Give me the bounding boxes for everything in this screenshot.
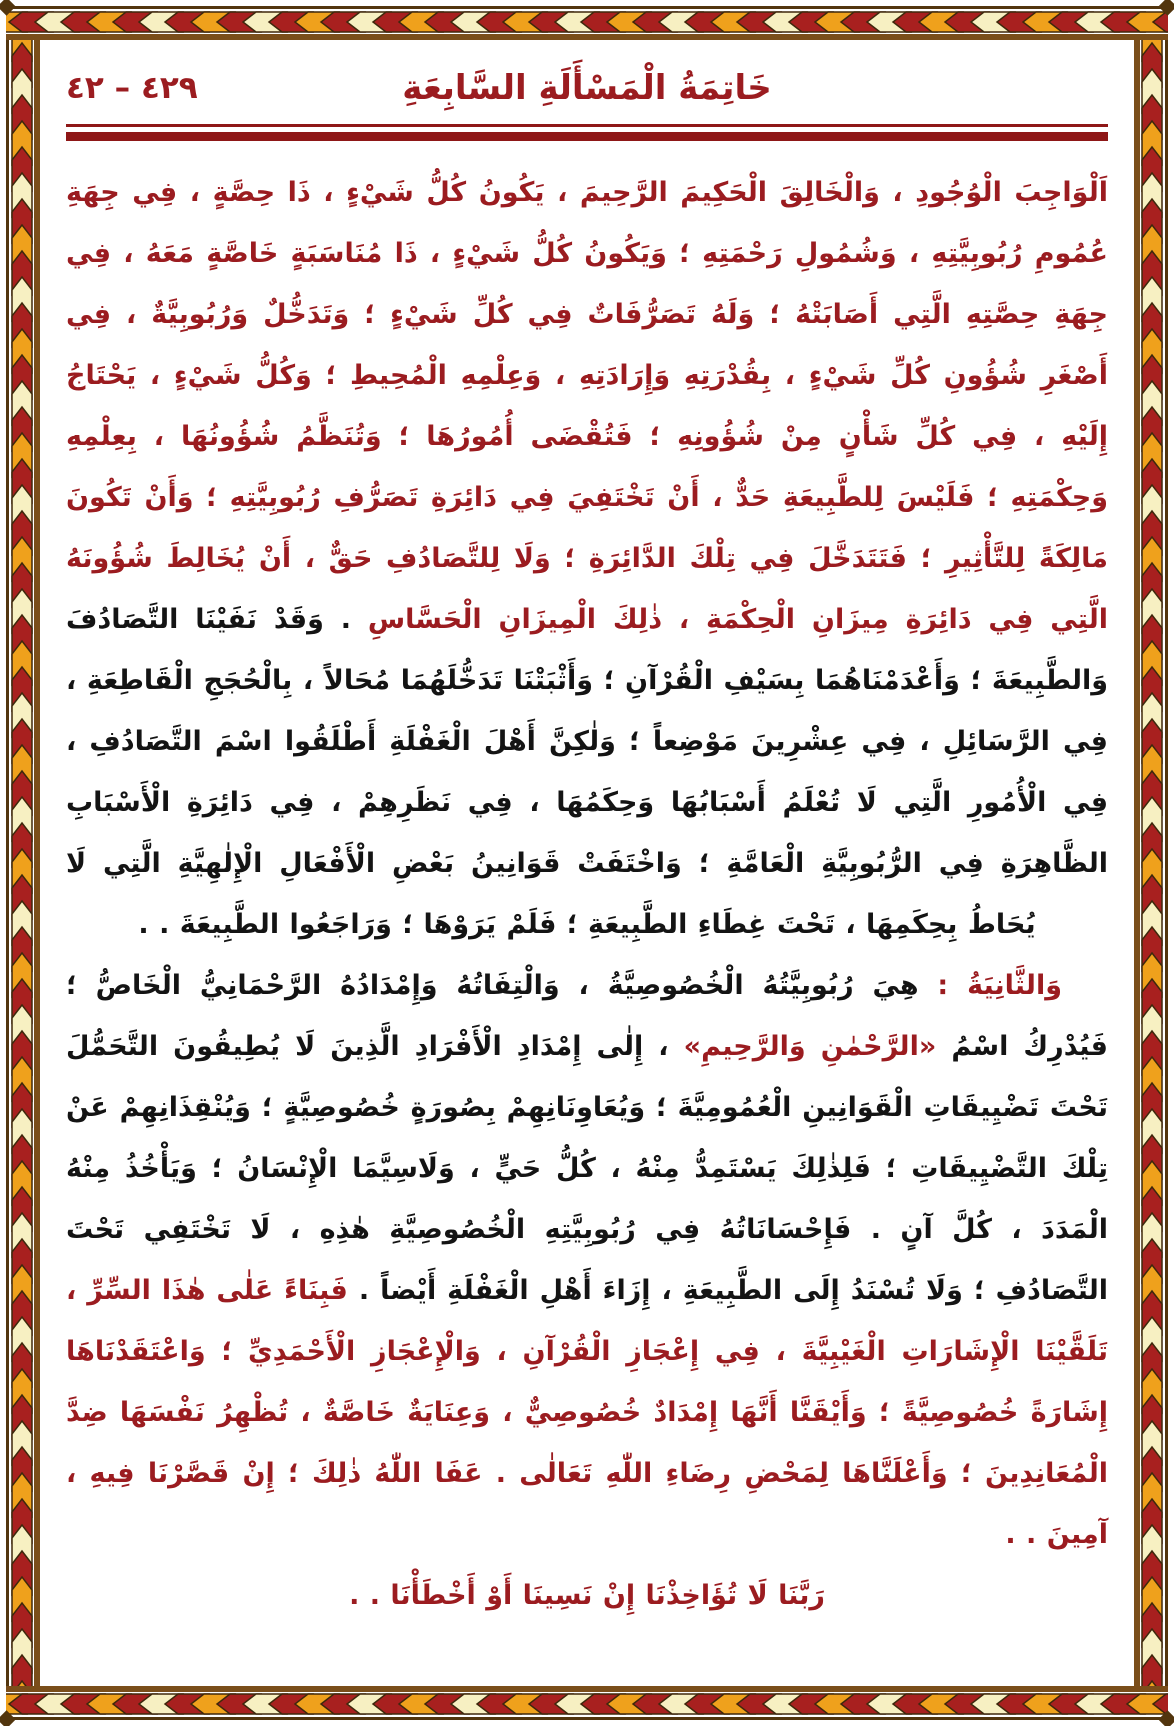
page-number: ٤٢٩ – ٤٢ — [66, 70, 198, 106]
page-content — [40, 36, 1134, 1686]
text-segment: فَبِنَاءً عَلٰى هٰذَا السِّرِّ ، تَلَقَّيْنَا الْإِشَارَاتِ الْغَيْبِيَّةَ ، فِي إِعْجَازِ الْقُرْآنِ ، وَالْإِعْجَازِ الْأَحْمَدِيِّ ؛ وَاعْتَقَدْنَاهَا إِشَارَةً خُصُوصِيَّةً ؛ وَأَيْقَنَّا أَنَّهَا إِمْدَادٌ خُصُوصِيٌّ ، وَعِنَايَةٌ خَاصَّةٌ ، تُظْهِرُ نَفْسَهَا ضِدَّ الْمُعَانِدِينَ ؛ وَأَعْلَنَّاهَا لِمَحْضِ رِضَاءِ اللّٰهِ تَعَالٰى . عَفَا اللّٰهُ ذٰلِكَ ؛ إِنْ قَصَّرْنَا فِيهِ ، آمِينَ . . — [66, 1275, 1108, 1550]
page-title: خَاتِمَةُ الْمَسْأَلَةِ السَّابِعَةِ — [402, 68, 772, 108]
text-segment: ، إِلٰى إِمْدَادِ الْأَفْرَادِ الَّذِينَ لَا يُطِيقُونَ التَّحَمُّلَ تَحْتَ تَضْيِيقَاتِ الْقَوَانِينِ الْعُمُومِيَّةَ ؛ وَيُعَاوِنَانِهِمْ بِصُورَةٍ خُصُوصِيَّةٍ ؛ وَيُنْقِذَانِهِمْ عَنْ تِلْكَ التَّضْيِيقَاتِ ؛ فَلِذٰلِكَ يَسْتَمِدُّ مِنْهُ ، كُلُّ حَيٍّ ، وَلَاسِيَّمَا الْإِنْسَانُ ؛ وَيَأْخُذُ مِنْهُ الْمَدَدَ ، كُلَّ آنٍ . فَإِحْسَانَاتُهُ فِي رُبُوبِيَّتِهِ الْخُصُوصِيَّةِ هٰذِهِ ، لَا تَخْتَفِي تَحْتَ التَّصَادُفِ ؛ وَلَا تُسْنَدُ إِلَى الطَّبِيعَةِ ، إِزَاءَ أَهْلِ الْغَفْلَةِ أَيْضاً . — [66, 1031, 1108, 1306]
border-left-ornament — [6, 40, 40, 1686]
body-paragraph-1 — [66, 162, 1108, 955]
border-right-ornament — [1134, 40, 1168, 1686]
page-header — [66, 68, 1108, 108]
border-top-ornament — [6, 6, 1168, 40]
text-segment: اَلْوَاجِبَ الْوُجُودِ ، وَالْخَالِقَ الْحَكِيمَ الرَّحِيمَ ، يَكُونُ كُلُّ شَيْءٍ ، ذَا حِصَّةٍ ، فِي جِهَةِ عُمُومِ رُبُوبِيَّتِهِ ، وَشُمُولِ رَحْمَتِهِ ؛ وَيَكُونُ كُلُّ شَيْءٍ ، ذَا مُنَاسَبَةٍ خَاصَّةٍ مَعَهُ ، فِي جِهَةِ حِصَّتِهِ الَّتِي أَصَابَتْهُ ؛ وَلَهُ تَصَرُّفَاتٌ فِي كُلِّ شَيْءٍ ؛ وَتَدَخُّلٌ وَرُبُوبِيَّةٌ ، فِي أَصْغَرِ شُؤُونِ كُلِّ شَيْءٍ ، بِقُدْرَتِهِ وَإِرَادَتِهِ ، وَعِلْمِهِ الْمُحِيطِ ؛ وَكُلُّ شَيْءٍ ، يَحْتَاجُ إِلَيْهِ ، فِي كُلِّ شَأْنٍ مِنْ شُؤُونِهِ ؛ فَتُقْضَى أُمُورُهَا ؛ وَتُنَظَّمُ شُؤُونُهَا ، بِعِلْمِهِ وَحِكْمَتِهِ ؛ فَلَيْسَ لِلطَّبِيعَةِ حَدٌّ ، أَنْ تَخْتَفِيَ فِي دَائِرَةِ تَصَرُّفِ رُبُوبِيَّتِهِ ؛ وَأَنْ تَكُونَ مَالِكَةً لِلتَّأْثِيرِ ؛ فَتَتَدَخَّلَ فِي تِلْكَ الدَّائِرَةِ ؛ وَلَا لِلتَّصَادُفِ حَقٌّ ، أَنْ يُخَالِطَ شُؤُونَهُ الَّتِي فِي دَائِرَةِ مِيزَانِ الْحِكْمَةِ ، ذٰلِكَ الْمِيزَانِ الْحَسَّاسِ — [66, 177, 1109, 635]
border-bottom-ornament — [6, 1686, 1168, 1720]
text-segment: وَالثَّانِيَةُ : — [918, 970, 1062, 1001]
body-paragraph-2 — [66, 955, 1108, 1565]
header-divider — [66, 124, 1108, 141]
text-segment: رَبَّنَا لَا تُؤَاخِذْنَا إِنْ نَسِينَا أَوْ أَخْطَأْنَا . . — [349, 1580, 825, 1611]
closing-prayer-line — [66, 1565, 1108, 1626]
text-segment: . وَقَدْ نَفَيْنَا التَّصَادُفَ وَالطَّبِيعَةَ ؛ وَأَعْدَمْنَاهُمَا بِسَيْفِ الْقُرْآنِ ؛ وَأَثْبَتْنَا تَدَخُّلَهُمَا مُحَالاً ، بِالْحُجَجِ الْقَاطِعَةِ ، فِي الرَّسَائِلِ ، فِي عِشْرِينَ مَوْضِعاً ؛ وَلٰكِنَّ أَهْلَ الْغَفْلَةِ أَطْلَقُوا اسْمَ التَّصَادُفِ ، فِي الْأُمُورِ الَّتِي لَا تُعْلَمُ أَسْبَابُهَا وَحِكَمُهَا ، فِي نَظَرِهِمْ ، فِي دَائِرَةِ الْأَسْبَابِ الظَّاهِرَةِ فِي الرُّبُوبِيَّةِ الْعَامَّةِ ؛ وَاخْتَفَتْ قَوَانِينُ بَعْضِ الْأَفْعَالِ الْإِلٰهِيَّةِ الَّتِي لَا يُحَاطُ بِحِكَمِهَا ، تَحْتَ غِطَاءِ الطَّبِيعَةِ ؛ فَلَمْ يَرَوْهَا ؛ وَرَاجَعُوا الطَّبِيعَةَ . . — [66, 604, 1108, 940]
text-segment: «الرَّحْمٰنِ وَالرَّحِيمِ» — [683, 1031, 937, 1062]
divider-thick-line — [66, 132, 1108, 141]
text-segment: هِيَ رُبُوبِيَّتُهُ الْخُصُوصِيَّةُ ، وَالْتِفَاتُهُ وَإِمْدَادُهُ الرَّحْمَانِيُّ الْخَاصُّ ؛ فَيُدْرِكُ اسْمُ — [66, 970, 1108, 1062]
